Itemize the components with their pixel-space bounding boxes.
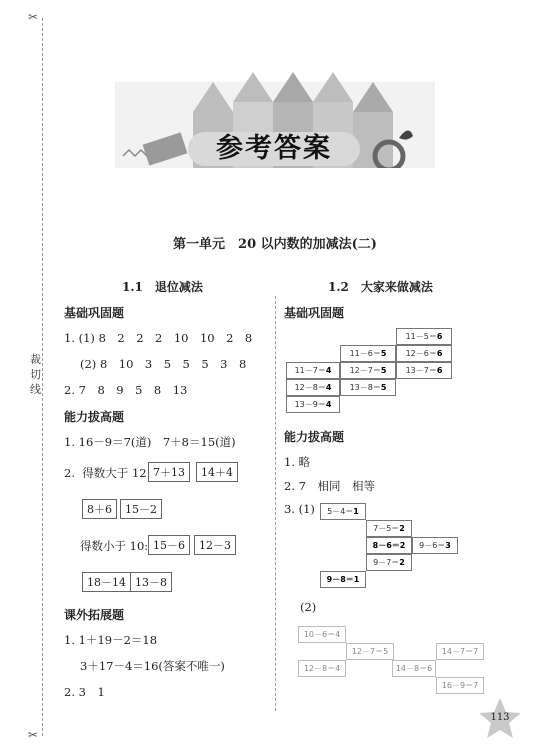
right-ability-q3-label2: (2) [300,600,317,614]
basic-heading-left: 基础巩固题 [64,306,125,320]
staircase-cell: 13－9＝4 [286,396,340,413]
left-extra-q1-line1: 1. 1＋19－2＝18 [64,633,158,647]
answer-box: 18－14 [82,572,131,592]
answer-box: 12－3 [194,535,236,555]
extra-heading-left: 课外拓展题 [64,608,125,622]
column-divider [275,296,276,711]
banner-title: 参考答案 [188,132,360,166]
grid-cell: 16－9＝7 [436,677,484,694]
left-basic-q1-line2: (2) 8 10 3 5 5 5 3 8 [80,357,247,371]
unit-title: 第一单元 20 以内数的加减法(二) [173,237,377,252]
left-extra-q1-line2: 3＋17－4＝16(答案不唯一) [80,659,225,673]
grid-cell: 10－6＝4 [298,626,346,643]
grid-cell: 8－6＝2 [366,537,412,554]
left-ability-q2-label-a: 2. 得数大于 12: [64,466,151,480]
page-number: 113 [490,712,510,723]
grid-cell: 5－4＝1 [320,503,366,520]
left-ability-q2-label-b: 得数小于 10: [80,539,149,553]
answer-box: 8＋6 [82,499,117,519]
grid-cell: 9－6＝3 [412,537,458,554]
cut-label-char: 切 [30,368,41,381]
grid-cell: 12－7＝5 [346,643,394,660]
scissors-icon-bottom: ✂ [28,728,39,742]
grid-cell: 7－5＝2 [366,520,412,537]
answer-box: 14＋4 [196,462,238,482]
left-basic-q2: 2. 7 8 9 5 8 13 [64,383,188,397]
basic-heading-right: 基础巩固题 [284,306,345,320]
staircase-cell: 11－7＝4 [286,362,340,379]
left-basic-q1-line1: 1. (1) 8 2 2 2 10 10 2 8 [64,331,253,345]
answer-box: 15－6 [148,535,190,555]
right-ability-q3-label: 3. (1) [284,502,315,516]
left-ability-q1: 1. 16－9＝7(道) 7＋8＝15(道) [64,435,236,449]
answer-box: 7＋13 [148,462,190,482]
right-ability-q2: 2. 7 相同 相等 [284,479,375,493]
answer-box: 15－2 [120,499,162,519]
cut-label-char: 裁 [30,353,41,366]
ability-heading-left: 能力拔高题 [64,410,125,424]
right-ability-q1: 1. 略 [284,455,311,469]
grid-cell: 14－8＝6 [392,660,436,677]
grid-cell: 12－8＝4 [298,660,346,677]
staircase-cell: 13－7＝6 [396,362,452,379]
section-title-1-2: 1.2 大家来做减法 [328,280,433,294]
grid-cell: 14－7＝7 [436,643,484,660]
staircase-cell: 11－6＝5 [340,345,396,362]
staircase-cell: 13－8＝5 [340,379,396,396]
staircase-cell: 11－5＝6 [396,328,452,345]
scissors-icon-top: ✂ [28,10,39,24]
ability-heading-right: 能力拔高题 [284,430,345,444]
grid-cell: 9－8＝1 [320,571,366,588]
left-extra-q2: 2. 3 1 [64,685,105,699]
cut-label-char: 线 [30,383,41,396]
cut-line-label [30,352,44,397]
staircase-cell: 12－7＝5 [340,362,396,379]
staircase-cell: 12－8＝4 [286,379,340,396]
grid-cell: 9－7＝2 [366,554,412,571]
section-title-1-1: 1.1 退位减法 [122,280,203,294]
staircase-cell: 12－6＝6 [396,345,452,362]
answer-box: 13－8 [130,572,172,592]
